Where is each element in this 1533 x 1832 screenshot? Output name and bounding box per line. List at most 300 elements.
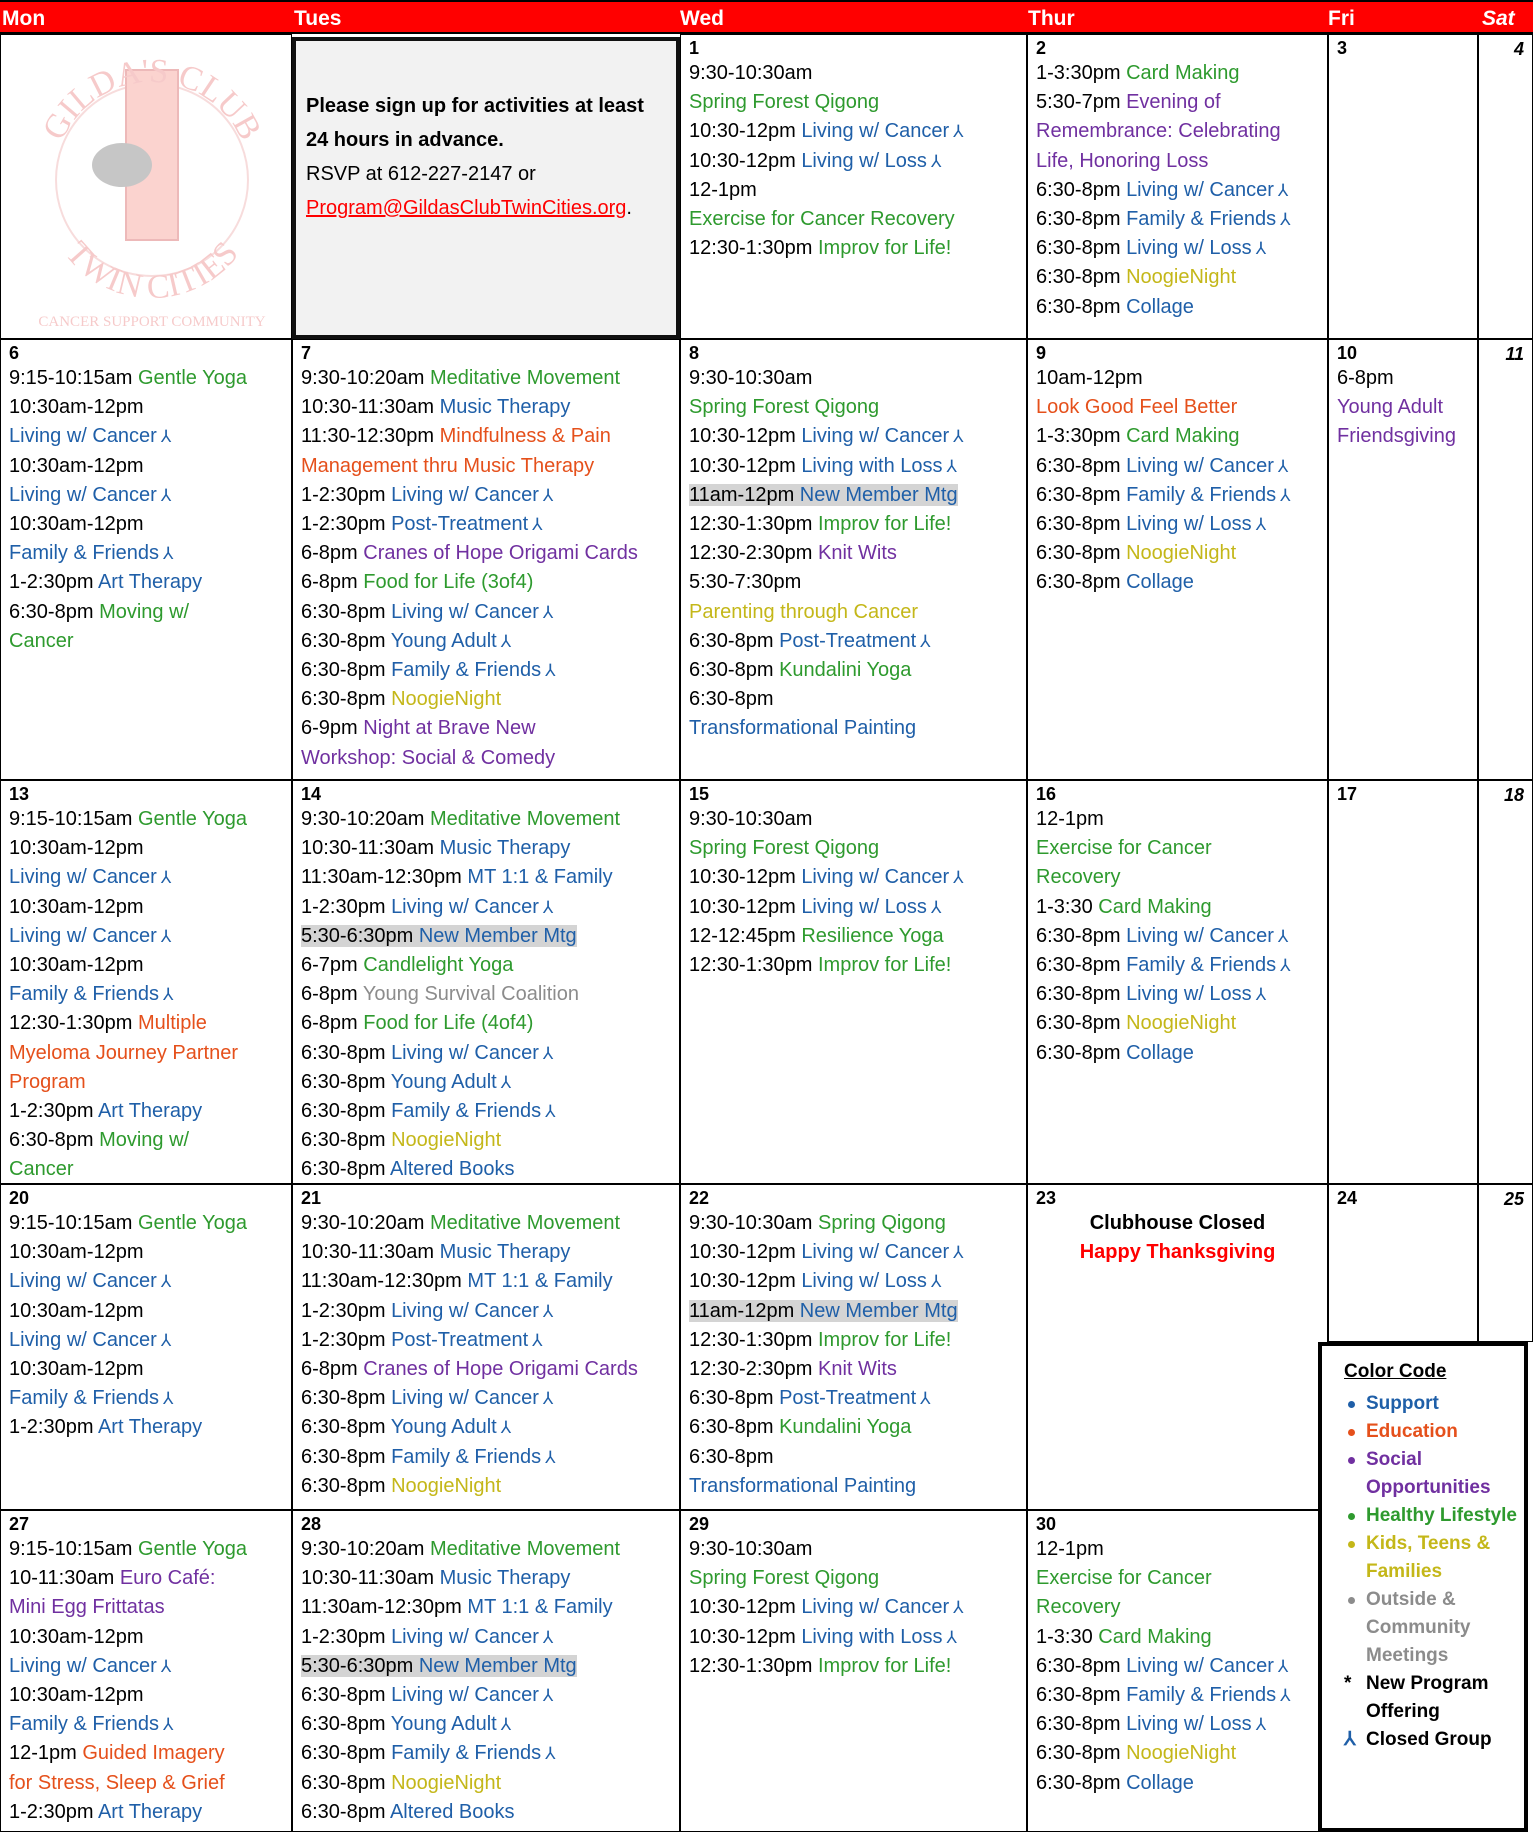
event-time: 10:30am-12pm	[9, 1299, 144, 1322]
event-time: 6:30-8pm	[301, 1100, 386, 1123]
event-time: 12:30-2:30pm	[689, 1358, 813, 1381]
day-number: 16	[1036, 784, 1057, 804]
event-time: 6:30-8pm	[689, 659, 774, 682]
event-activity-support: Living w/ Cancer	[801, 1596, 950, 1619]
day-cell-w2-sat	[1478, 339, 1533, 780]
event-line	[9, 1681, 291, 1710]
event-time: 9:30-10:30am	[689, 367, 813, 389]
closed-group-icon: ⅄	[160, 1330, 172, 1350]
event-time: 6-8pm	[301, 1358, 358, 1381]
day-number: 10	[1337, 343, 1358, 363]
event-time: 11am-12pm	[689, 1299, 795, 1322]
event-activity-kids: NoogieNight	[1126, 1742, 1237, 1765]
legend-kids-teens-families: Kids, Teens & Families	[1344, 1530, 1524, 1586]
event-activity-support: Family & Friends	[1126, 954, 1277, 977]
event-line	[1036, 1710, 1327, 1739]
event-line	[301, 1739, 679, 1768]
event-line	[301, 1326, 679, 1355]
event-activity-support: Living w/ Cancer	[801, 425, 950, 448]
header-thu: Thur	[1028, 7, 1075, 30]
event-activity-support: MT 1:1 & Family	[467, 1270, 613, 1293]
day-number: 7	[301, 343, 312, 363]
event-activity-social: Cranes of Hope Origami Cards	[363, 1358, 638, 1381]
event-activity-support: Family & Friends	[391, 1742, 542, 1765]
event-line	[689, 1384, 1026, 1413]
thanksgiving-text: Happy Thanksgiving	[1079, 1241, 1276, 1263]
day-number: 23	[1036, 1188, 1057, 1208]
day-cell-w3-fri	[1328, 780, 1478, 1184]
event-line	[689, 1267, 1026, 1296]
event-time: 1-2:30pm	[301, 895, 386, 918]
event-line	[1036, 834, 1327, 863]
event-time: 6:30-8pm	[301, 600, 386, 623]
closed-group-icon: ⅄	[946, 1627, 957, 1647]
event-time: 11am-12pm	[689, 483, 795, 506]
event-line	[301, 1413, 679, 1442]
event-activity-kids: NoogieNight	[1126, 542, 1237, 565]
event-activity-healthy: Recovery	[1036, 1596, 1121, 1619]
event-activity-support: New Member Mtg	[418, 1654, 577, 1677]
event-line	[301, 510, 679, 539]
event-line	[689, 893, 1026, 922]
event-activity-healthy: Meditative Movement	[429, 1538, 621, 1560]
event-line	[301, 1681, 679, 1710]
event-activity-support: Transformational Painting	[689, 717, 917, 740]
event-line	[9, 481, 291, 510]
event-time: 6-7pm	[301, 954, 358, 977]
event-activity-support: Living w/ Cancer	[391, 1387, 539, 1410]
event-activity-support: Family & Friends	[391, 659, 542, 682]
event-time: 6:30-8pm	[1036, 542, 1121, 565]
day-cell-w2-wed	[680, 339, 1027, 780]
closed-group-icon: ⅄	[542, 1389, 554, 1409]
closed-group-icon: ⅄	[160, 427, 172, 447]
day-number: 18	[1503, 785, 1524, 805]
event-time: 12:30-1:30pm	[689, 1328, 813, 1351]
event-time: 12:30-1:30pm	[689, 513, 813, 536]
event-line	[1036, 205, 1327, 234]
event-activity-support: Living w/ Cancer	[9, 1270, 157, 1293]
event-activity-support: Art Therapy	[97, 1800, 203, 1823]
event-line	[301, 1652, 679, 1681]
event-time: 9:15-10:15am	[9, 1538, 133, 1560]
event-time: 10:30-12pm	[689, 454, 796, 477]
event-activity-healthy: Food for Life (4of4)	[363, 1012, 534, 1035]
event-line	[9, 1326, 291, 1355]
weekday-header-bar	[0, 0, 1533, 34]
event-activity-support: Post-Treatment	[779, 629, 917, 652]
event-line	[301, 1126, 679, 1155]
event-activity-support: Young Adult	[390, 1416, 497, 1439]
event-time: 9:15-10:15am	[9, 808, 133, 830]
event-activity-healthy: Cancer	[9, 1158, 74, 1181]
event-line	[9, 539, 291, 568]
event-line	[689, 481, 1026, 510]
event-time: 6:30-8pm	[1036, 1713, 1121, 1736]
event-line	[1036, 147, 1327, 176]
event-activity-healthy: Gentle Yoga	[137, 1538, 247, 1560]
event-line	[301, 1009, 679, 1038]
event-line	[689, 1593, 1026, 1622]
event-line	[301, 1769, 679, 1798]
day-cell-w2-tue	[292, 339, 680, 780]
event-line	[689, 117, 1026, 146]
event-time: 6:30-8pm	[301, 1771, 386, 1794]
event-activity-support: Living w/ Cancer	[1126, 178, 1274, 201]
event-time: 6:30-8pm	[1036, 983, 1121, 1006]
event-line	[9, 1009, 291, 1038]
day-cell-w3-sat	[1478, 780, 1533, 1184]
event-activity-support: Living w/ Cancer	[801, 120, 950, 143]
event-activity-social: Knit Wits	[817, 1358, 897, 1381]
event-line	[1036, 1739, 1327, 1768]
event-line	[301, 598, 679, 627]
event-time: 6:30-8pm	[1036, 924, 1121, 947]
event-activity-support: Living w/ Cancer	[391, 600, 539, 623]
closed-group-icon: ⅄	[542, 602, 554, 622]
event-activity-healthy: Exercise for Cancer Recovery	[689, 208, 955, 231]
event-line	[9, 1535, 291, 1564]
event-activity-support: Living w/ Loss	[1126, 1713, 1252, 1736]
event-line	[301, 481, 679, 510]
logo-bottom-text: TWIN CITIES	[58, 234, 246, 307]
event-time: 10:30am-12pm	[9, 1684, 144, 1707]
closed-group-icon: ⅄	[1277, 180, 1289, 200]
event-line	[689, 834, 1026, 863]
event-line	[9, 1384, 291, 1413]
event-line	[301, 656, 679, 685]
header-fri: Fri	[1328, 7, 1355, 30]
event-time: 10:30am-12pm	[9, 1241, 144, 1264]
event-time: 1-3:30	[1036, 895, 1093, 918]
closed-group-icon: ⅄	[500, 631, 512, 651]
event-time: 6:30-8pm	[689, 1416, 774, 1439]
closed-group-icon: ⅄	[545, 661, 556, 681]
event-line	[9, 1238, 291, 1267]
event-activity-support: MT 1:1 & Family	[467, 1596, 613, 1619]
closed-group-icon: ⅄	[953, 1598, 964, 1618]
event-activity-support: Collage	[1126, 1041, 1194, 1064]
event-activity-support: Living w/ Cancer	[391, 895, 539, 918]
event-activity-support: Post-Treatment	[391, 1328, 529, 1351]
event-line	[9, 1355, 291, 1384]
event-line	[9, 893, 291, 922]
day-number: 25	[1503, 1189, 1524, 1209]
event-line	[301, 863, 679, 892]
event-activity-kids: NoogieNight	[391, 1474, 502, 1497]
event-line	[301, 1097, 679, 1126]
closed-group-icon: ⅄	[542, 1043, 554, 1063]
signup-note-bold: Please sign up for activities at least 24 hours in advance.	[306, 95, 644, 151]
event-line	[301, 1710, 679, 1739]
event-activity-support: Altered Books	[389, 1800, 515, 1823]
closed-group-icon: ⅄	[542, 897, 554, 917]
event-activity-support: Living w/ Loss	[801, 1270, 927, 1293]
event-time: 6:30-8pm	[301, 629, 386, 652]
event-time: 6:30-8pm	[689, 688, 774, 711]
event-activity-education: Management thru Music Therapy	[301, 454, 595, 477]
event-activity-support: Living w/ Cancer	[391, 1684, 539, 1707]
signup-note-rsvp: RSVP at 612-227-2147 or	[306, 163, 536, 185]
logo-tagline: CANCER SUPPORT COMMUNITY	[38, 314, 266, 330]
event-line	[301, 1593, 679, 1622]
event-line	[301, 627, 679, 656]
event-line	[9, 1068, 291, 1097]
event-time: 10:30am-12pm	[9, 513, 144, 536]
event-time: 10:30am-12pm	[9, 396, 144, 419]
event-activity-support: Living w/ Cancer	[9, 924, 157, 947]
event-time: 6:30-8pm	[1036, 1771, 1121, 1794]
closed-group-icon: ⅄	[1344, 1729, 1356, 1750]
event-time: 6:30-8pm	[1036, 483, 1121, 506]
event-line	[1036, 1009, 1327, 1038]
event-line	[301, 422, 679, 451]
legend-title: Color Code	[1344, 1361, 1447, 1382]
event-activity-support: Living w/ Cancer	[9, 483, 157, 506]
event-activity-healthy: Spring Qigong	[817, 1212, 946, 1234]
event-activity-support: Altered Books	[389, 1158, 515, 1181]
event-time: 9:30-10:20am	[301, 367, 425, 389]
event-line	[1036, 117, 1327, 146]
event-time: 10:30-12pm	[689, 149, 796, 172]
event-activity-healthy: Card Making	[1098, 895, 1212, 918]
event-time: 6:30-8pm	[301, 1416, 386, 1439]
event-time: 6:30-8pm	[301, 1684, 386, 1707]
event-activity-support: Living w/ Cancer	[1126, 1654, 1274, 1677]
event-activity-support: Living w/ Cancer	[9, 425, 157, 448]
event-time: 12:30-2:30pm	[689, 542, 813, 565]
event-line	[9, 393, 291, 422]
closed-group-icon: ⅄	[163, 544, 174, 564]
event-line	[9, 568, 291, 597]
closed-group-icon: ⅄	[930, 151, 942, 171]
closed-group-icon: ⅄	[1280, 210, 1291, 230]
event-line	[301, 1443, 679, 1472]
event-line	[9, 1267, 291, 1296]
event-activity-healthy: Moving w/	[99, 600, 190, 623]
event-line	[689, 1413, 1026, 1442]
event-activity-support: Living with Loss	[801, 1625, 943, 1648]
day-number: 1	[689, 38, 700, 58]
event-time: 10:30-11:30am	[301, 1241, 435, 1264]
event-time: 9:30-10:30am	[689, 1538, 813, 1560]
event-time: 10:30-12pm	[689, 425, 796, 448]
event-activity-support: Family & Friends	[391, 1445, 542, 1468]
day-cell-w5-mon	[0, 1510, 292, 1832]
closed-group-icon: ⅄	[160, 1272, 172, 1292]
event-line	[301, 951, 679, 980]
event-line	[689, 1652, 1026, 1681]
event-activity-healthy: Candlelight Yoga	[363, 954, 514, 977]
event-time: 10:30am-12pm	[9, 954, 144, 977]
closed-group-icon: ⅄	[160, 868, 172, 888]
event-time: 6:30-8pm	[1036, 266, 1121, 289]
event-activity-support: Living w/ Cancer	[801, 866, 950, 889]
event-activity-social: Life, Honoring Loss	[1036, 149, 1209, 172]
gildas-club-logo	[14, 40, 290, 334]
event-line	[1036, 364, 1327, 393]
event-line	[1036, 951, 1327, 980]
event-time: 6-8pm	[301, 1012, 358, 1035]
event-activity-support: Family & Friends	[1126, 208, 1277, 231]
event-time: 9:15-10:15am	[9, 367, 133, 389]
closed-group-icon: ⅄	[1255, 515, 1267, 535]
event-activity-support: Young Adult	[390, 1713, 497, 1736]
event-activity-support: Post-Treatment	[391, 513, 529, 536]
event-activity-support: Family & Friends	[9, 1713, 160, 1736]
event-time: 12-1pm	[1036, 1538, 1104, 1560]
event-activity-support: Young Adult	[390, 629, 497, 652]
event-line	[301, 364, 679, 393]
event-time: 1-3:30pm	[1036, 62, 1121, 84]
day-number: 11	[1505, 344, 1524, 364]
day-cell-w3-thu	[1027, 780, 1328, 1184]
header-tue: Tues	[294, 7, 342, 30]
day-number: 8	[689, 343, 700, 363]
event-time: 1-2:30pm	[301, 1625, 386, 1648]
event-time: 6:30-8pm	[301, 1158, 386, 1181]
event-time: 10:30am-12pm	[9, 895, 144, 918]
event-activity-healthy: Card Making	[1126, 62, 1240, 84]
event-activity-support: New Member Mtg	[799, 483, 958, 506]
event-line	[9, 1798, 291, 1827]
event-activity-kids: NoogieNight	[1126, 1012, 1237, 1035]
event-activity-support: Living w/ Cancer	[9, 1654, 157, 1677]
event-line	[9, 834, 291, 863]
day-cell-w4-wed	[680, 1184, 1027, 1510]
day-cell-w3-mon	[0, 780, 292, 1184]
event-line	[9, 1564, 291, 1593]
event-line	[1036, 510, 1327, 539]
day-number: 30	[1036, 1514, 1057, 1534]
day-cell-w3-wed	[680, 780, 1027, 1184]
closed-group-icon: ⅄	[500, 1072, 512, 1092]
event-time: 9:30-10:30am	[689, 62, 813, 84]
event-time: 6:30-8pm	[1036, 513, 1121, 536]
event-time: 6:30-8pm	[301, 1474, 386, 1497]
event-time: 9:30-10:20am	[301, 808, 425, 830]
closed-group-icon: ⅄	[953, 427, 964, 447]
legend-education: Education	[1344, 1418, 1524, 1446]
event-line	[1036, 1564, 1327, 1593]
event-time: 10:30-11:30am	[301, 1567, 435, 1590]
event-activity-healthy: Card Making	[1126, 425, 1240, 448]
event-activity-support: Family & Friends	[9, 1387, 160, 1410]
event-line	[301, 1039, 679, 1068]
event-activity-healthy: Improv for Life!	[817, 1328, 952, 1351]
event-time: 6:30-8pm	[1036, 954, 1121, 977]
event-line	[1036, 393, 1327, 422]
event-activity-healthy: Kundalini Yoga	[779, 659, 912, 682]
event-line	[301, 744, 679, 773]
program-email-link[interactable]: Program@GildasClubTwinCities.org	[306, 197, 627, 219]
closed-group-icon: ⅄	[542, 1301, 554, 1321]
event-time: 6:30-8pm	[301, 659, 386, 682]
event-time: 6:30-8pm	[301, 1445, 386, 1468]
event-activity-support: Art Therapy	[97, 1416, 203, 1439]
event-activity-social: Cranes of Hope Origami Cards	[363, 542, 638, 565]
event-time: 1-3:30pm	[1036, 425, 1121, 448]
event-line	[689, 714, 1026, 743]
event-line	[9, 1652, 291, 1681]
closed-group-icon: ⅄	[163, 1389, 174, 1409]
clubhouse-closed-text: Clubhouse Closed	[1089, 1212, 1266, 1234]
event-activity-healthy: Improv for Life!	[817, 954, 952, 977]
event-line	[1036, 1769, 1327, 1798]
event-line	[301, 1155, 679, 1184]
event-time: 9:30-10:30am	[689, 1212, 813, 1234]
day-cell-w4-fri	[1328, 1184, 1478, 1342]
event-time: 10:30-12pm	[689, 866, 796, 889]
day-number: 21	[301, 1188, 322, 1208]
event-activity-healthy: Exercise for Cancer	[1036, 1567, 1212, 1590]
event-line	[689, 1238, 1026, 1267]
event-line	[301, 1564, 679, 1593]
signup-note-email-line: Program@GildasClubTwinCities.org.	[306, 197, 632, 219]
legend-new-program: * New Program Offering	[1344, 1670, 1524, 1726]
event-line	[301, 1623, 679, 1652]
event-time: 10-11:30am	[9, 1567, 115, 1590]
event-activity-healthy: Recovery	[1036, 866, 1121, 889]
event-time: 10:30-12pm	[689, 1270, 796, 1293]
event-line	[9, 1155, 291, 1184]
event-time: 10:30-11:30am	[301, 396, 435, 419]
event-line	[689, 685, 1026, 714]
event-time: 6-8pm	[301, 542, 358, 565]
event-time: 11:30-12:30pm	[301, 425, 435, 448]
event-activity-support: Living w/ Cancer	[801, 1241, 950, 1264]
closed-group-icon: ⅄	[946, 456, 957, 476]
event-line	[689, 805, 1026, 834]
day-number: 20	[9, 1188, 30, 1208]
event-time: 10:30am-12pm	[9, 1625, 144, 1648]
event-time: 10:30am-12pm	[9, 837, 144, 860]
day-number: 3	[1337, 38, 1348, 58]
event-activity-support: Transformational Painting	[689, 1474, 917, 1497]
event-time: 6:30-8pm	[301, 1800, 386, 1823]
event-line	[1036, 805, 1327, 834]
closed-group-icon: ⅄	[163, 1715, 174, 1735]
event-time: 6:30-8pm	[301, 1387, 386, 1410]
event-time: 6:30-8pm	[1036, 1742, 1121, 1765]
closed-group-icon: ⅄	[532, 1330, 543, 1350]
event-activity-support: Collage	[1126, 1771, 1194, 1794]
event-activity-support: New Member Mtg	[799, 1299, 958, 1322]
closed-group-icon: ⅄	[160, 926, 172, 946]
day-cell-w3-tue	[292, 780, 680, 1184]
closed-group-icon: ⅄	[500, 1715, 512, 1735]
day-cell-w2-thu	[1027, 339, 1328, 780]
event-line	[9, 805, 291, 834]
closed-group-icon: ⅄	[160, 485, 172, 505]
event-activity-education: Multiple	[137, 1012, 207, 1035]
event-line	[1036, 893, 1327, 922]
event-activity-support: Living w/ Cancer	[391, 1625, 539, 1648]
event-line	[1337, 422, 1477, 451]
event-time: 6:30-8pm	[689, 1445, 774, 1468]
event-line	[1036, 1535, 1327, 1564]
event-time: 12-12:45pm	[689, 924, 796, 947]
event-line	[9, 1413, 291, 1442]
event-line	[301, 1267, 679, 1296]
asterisk-icon: *	[1344, 1673, 1352, 1694]
event-line	[301, 393, 679, 422]
event-activity-kids: NoogieNight	[391, 1771, 502, 1794]
event-line	[301, 893, 679, 922]
event-time: 11:30am-12:30pm	[301, 1596, 462, 1619]
event-activity-healthy: Gentle Yoga	[137, 367, 247, 389]
event-activity-outside: Young Survival Coalition	[362, 983, 579, 1006]
